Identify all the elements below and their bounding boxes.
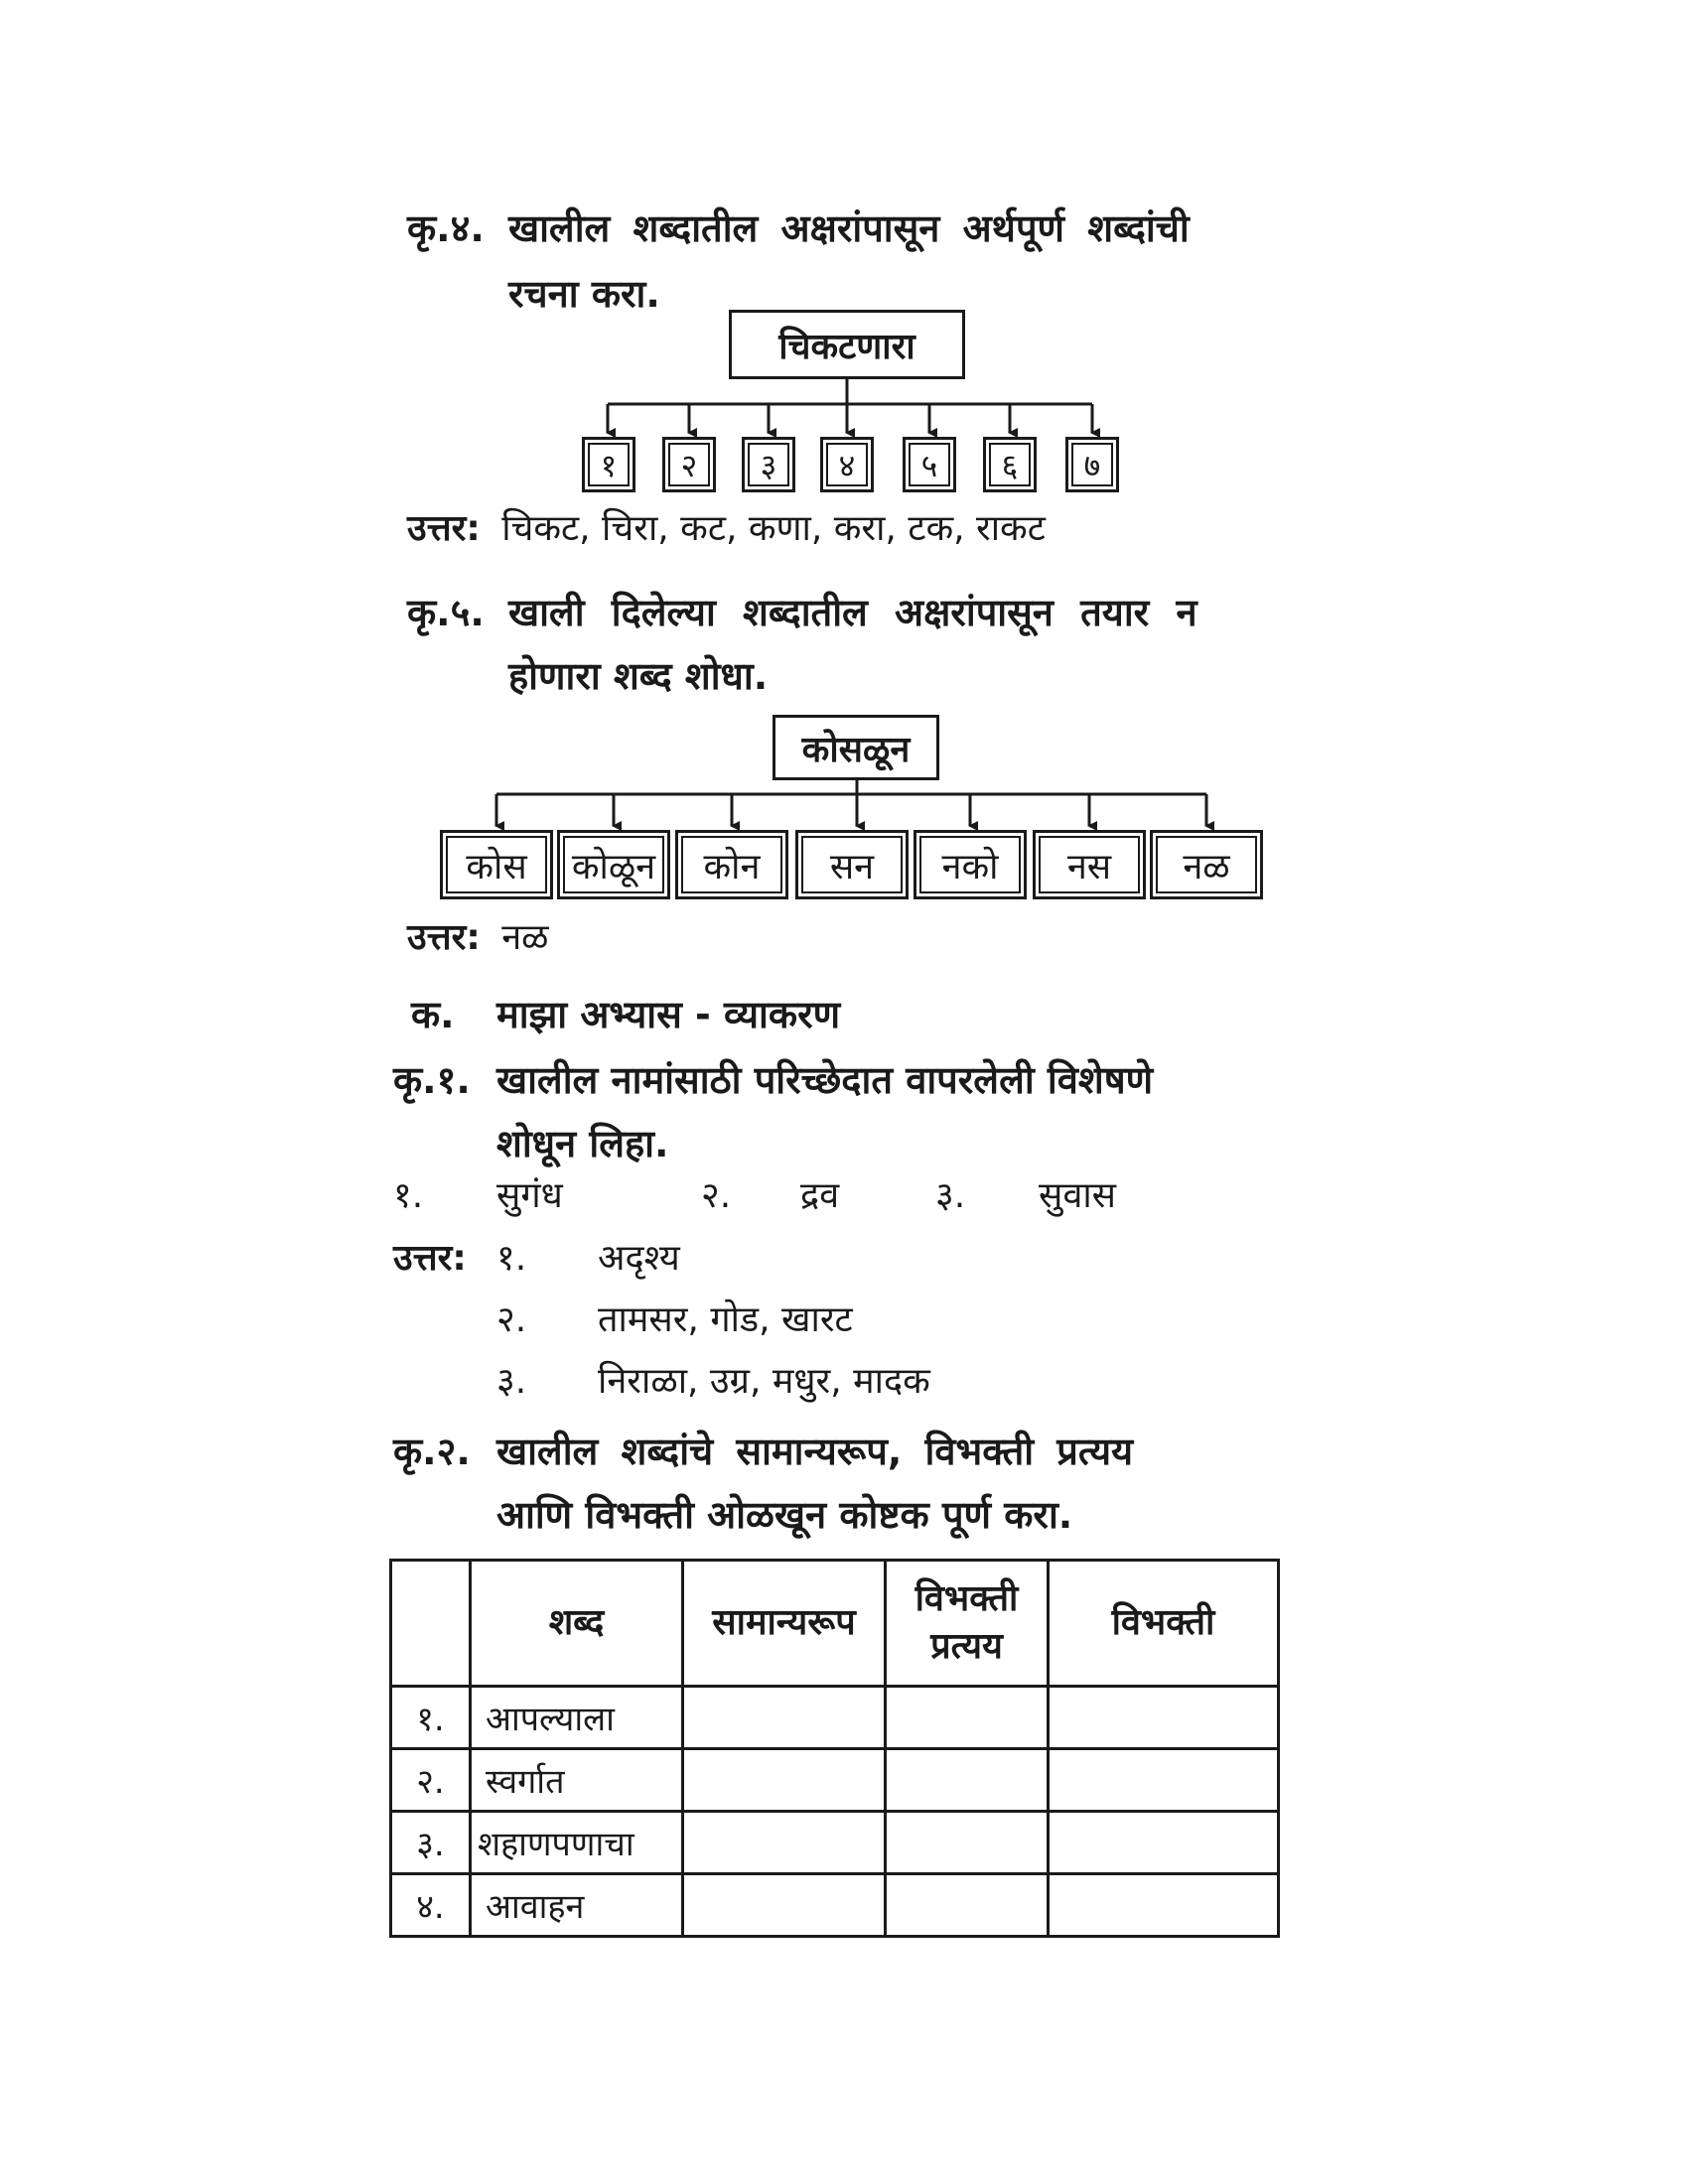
q4-number: कृ.४. <box>407 206 485 250</box>
q5-text-line2: होणारा शब्द शोधा. <box>508 654 769 698</box>
q4-box-2: २ <box>662 437 716 492</box>
g1-item-3-word: सुवास <box>1039 1175 1117 1216</box>
g2-number: कृ.२. <box>393 1430 471 1473</box>
table-row <box>391 1874 1279 1937</box>
g1-item-1-num: १. <box>393 1175 424 1216</box>
g1-answer-2-text: तामसर, गोड, खारट <box>598 1299 853 1340</box>
row-number: २. <box>391 1749 471 1812</box>
g1-answer-2-num: २. <box>496 1299 527 1340</box>
vibhakti-cell[interactable] <box>1049 1749 1279 1812</box>
q5-option-5: नको <box>914 830 1027 899</box>
g1-number: कृ.१. <box>393 1058 471 1102</box>
g1-text-line1: खालील नामांसाठी परिच्छेदात वापरलेली विशेषणे <box>496 1058 1154 1102</box>
row-number: १. <box>391 1687 471 1749</box>
g1-item-3-num: ३. <box>935 1175 966 1216</box>
q5-number: कृ.५. <box>407 591 485 634</box>
g1-item-1-word: सुगंध <box>496 1175 563 1216</box>
table-header-row <box>391 1561 1279 1687</box>
pratyay-cell[interactable] <box>886 1874 1049 1937</box>
header-vibhakti: विभक्ती <box>1049 1561 1279 1687</box>
header-word: शब्द <box>471 1561 683 1687</box>
pratyay-cell[interactable] <box>886 1749 1049 1812</box>
vibhakti-cell[interactable] <box>1049 1874 1279 1937</box>
samanyarup-cell[interactable] <box>683 1874 886 1937</box>
header-pratyay: विभक्ती प्रत्यय <box>886 1561 1049 1687</box>
q5-option-6: नस <box>1033 830 1146 899</box>
q5-answer-label: उत्तर: <box>407 917 481 958</box>
g1-answer-label: उत्तर: <box>393 1238 467 1279</box>
section-title: माझा अभ्यास - व्याकरण <box>496 993 841 1036</box>
q5-option-3: कोन <box>675 830 788 899</box>
row-word: शहाणपणाचा <box>471 1812 683 1874</box>
row-number: ४. <box>391 1874 471 1937</box>
g1-answer-1-text: अदृश्य <box>598 1238 680 1279</box>
row-word: स्वर्गात <box>471 1749 683 1812</box>
q4-answer-label: उत्तर: <box>407 508 481 549</box>
header-empty <box>391 1561 471 1687</box>
pratyay-cell[interactable] <box>886 1687 1049 1749</box>
g1-answer-3-text: निराळा, उग्र, मधुर, मादक <box>598 1361 930 1402</box>
row-word: आपल्याला <box>471 1687 683 1749</box>
vibhakti-cell[interactable] <box>1049 1812 1279 1874</box>
q5-option-4: सन <box>795 830 909 899</box>
row-number: ३. <box>391 1812 471 1874</box>
q5-option-1: कोस <box>440 830 553 899</box>
g2-text-line2: आणि विभक्ती ओळखून कोष्टक पूर्ण करा. <box>496 1493 1073 1537</box>
vibhakti-cell[interactable] <box>1049 1687 1279 1749</box>
g1-item-2-word: द्रव <box>800 1175 840 1216</box>
q5-text-line1: खाली दिलेल्या शब्दातील अक्षरांपासून तयार न <box>508 591 1197 634</box>
q4-box-3: ३ <box>742 437 795 492</box>
table-row <box>391 1749 1279 1812</box>
samanyarup-cell[interactable] <box>683 1749 886 1812</box>
samanyarup-cell[interactable] <box>683 1812 886 1874</box>
q5-answer: नळ <box>501 917 549 958</box>
table-row <box>391 1812 1279 1874</box>
q4-box-5: ५ <box>903 437 956 492</box>
q5-root-word-box <box>773 715 939 780</box>
table-row <box>391 1687 1279 1749</box>
row-word: आवाहन <box>471 1874 683 1937</box>
q4-box-1: १ <box>582 437 635 492</box>
g1-answer-1-num: १. <box>496 1238 527 1279</box>
q5-option-7: नळ <box>1150 830 1263 899</box>
q4-root-word-box <box>729 310 965 379</box>
q4-root-word: चिकटणारा <box>778 326 915 367</box>
grammar-table <box>389 1559 1280 1938</box>
q4-text-line2: रचना करा. <box>508 272 660 316</box>
samanyarup-cell[interactable] <box>683 1687 886 1749</box>
q4-answer: चिकट, चिरा, कट, कणा, करा, टक, राकट <box>501 508 1046 549</box>
pratyay-cell[interactable] <box>886 1812 1049 1874</box>
g2-text-line1: खालील शब्दांचे सामान्यरूप, विभक्ती प्रत्यय <box>496 1430 1134 1473</box>
q4-box-7: ७ <box>1065 437 1119 492</box>
header-samanyarup: सामान्यरूप <box>683 1561 886 1687</box>
section-letter: क. <box>411 993 455 1036</box>
q5-option-2: कोळून <box>557 830 670 899</box>
g1-item-2-num: २. <box>701 1175 732 1216</box>
q5-root-word: कोसळून <box>801 729 911 770</box>
q4-box-4: ४ <box>820 437 874 492</box>
g1-answer-3-num: ३. <box>496 1361 527 1402</box>
q4-box-6: ६ <box>983 437 1037 492</box>
g1-text-line2: शोधून लिहा. <box>496 1122 669 1165</box>
q4-text-line1: खालील शब्दातील अक्षरांपासून अर्थपूर्ण शब्दांची <box>508 206 1190 250</box>
